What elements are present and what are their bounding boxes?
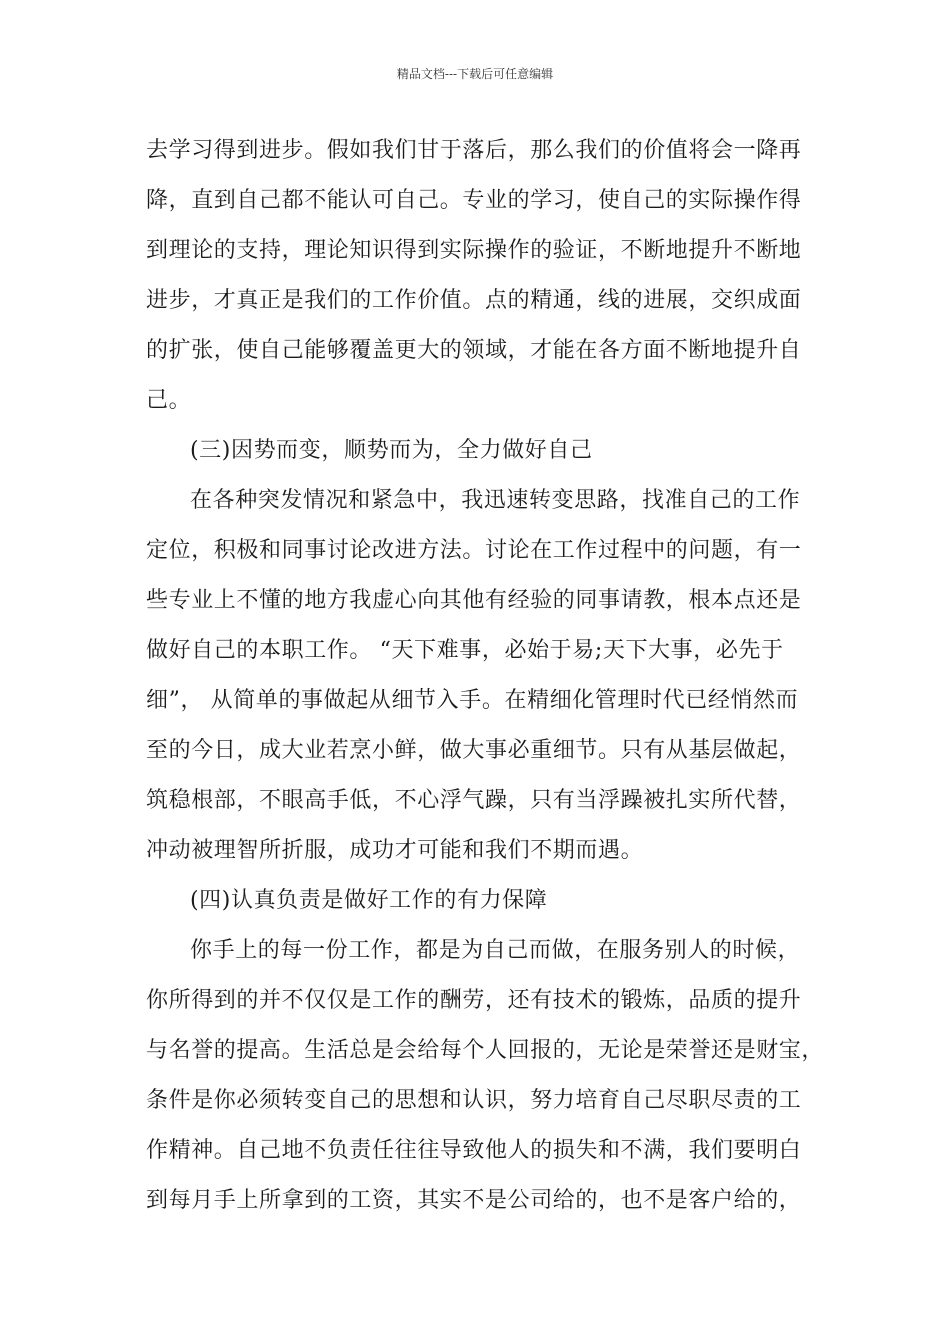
section-heading [146,426,810,476]
text-line: 做好自己的本职工作。 “天下难事，必始于易;天下大事，必先于 [146,638,784,663]
paragraph [146,126,810,426]
text-line: 定位，积极和同事讨论改进方法。讨论在工作过程中的问题，有一 [146,538,802,563]
text-line: 作精神。自己地不负责任往往导致他人的损失和不满，我们要明白 [146,1138,802,1163]
text-line: 己。 [146,388,192,413]
page-header: 精品文档---下载后可任意编辑 [396,67,554,81]
text-line: 的扩张，使自己能够覆盖更大的领域，才能在各方面不断地提升自 [146,338,802,363]
text-line: 降，直到自己都不能认可自己。专业的学习，使自己的实际操作得 [146,188,802,213]
paragraph [146,926,825,1226]
section-heading [146,876,810,926]
text-line: 你所得到的并不仅仅是工作的酬劳，还有技术的锻炼，品质的提升 [146,988,802,1013]
text-line: 至的今日，成大业若烹小鲜，做大事必重细节。只有从基层做起， [146,738,802,763]
text-line: 细”， 从简单的事做起从细节入手。在精细化管理时代已经悄然而 [146,688,799,713]
text-line: 在各种突发情况和紧急中，我迅速转变思路，找准自己的工作 [190,488,801,513]
heading-text: (三)因势而变，顺势而为，全力做好自己 [190,438,593,463]
document-body [146,126,825,1226]
text-line: 去学习得到进步。假如我们甘于落后，那么我们的价值将会一降再 [146,138,802,163]
text-line: 到理论的支持，理论知识得到实际操作的验证，不断地提升不断地 [146,238,802,263]
text-line: 些专业上不懂的地方我虚心向其他有经验的同事请教，根本点还是 [146,588,802,613]
text-line: 筑稳根部，不眼高手低，不心浮气躁，只有当浮躁被扎实所代替， [146,788,802,813]
heading-text: (四)认真负责是做好工作的有力保障 [190,888,548,913]
text-line: 条件是你必须转变自己的思想和认识，努力培育自己尽职尽责的工 [146,1088,802,1113]
text-line: 与名誉的提高。生活总是会给每个人回报的，无论是荣誉还是财宝， [146,1038,825,1063]
text-line: 你手上的每一份工作，都是为自己而做，在服务别人的时候， [190,938,801,963]
paragraph [146,476,810,876]
text-line: 进步，才真正是我们的工作价值。点的精通，线的进展，交织成面 [146,288,802,313]
text-line: 到每月手上所拿到的工资，其实不是公司给的，也不是客户给的， [146,1188,802,1213]
text-line: 冲动被理智所折服，成功才可能和我们不期而遇。 [146,838,644,863]
